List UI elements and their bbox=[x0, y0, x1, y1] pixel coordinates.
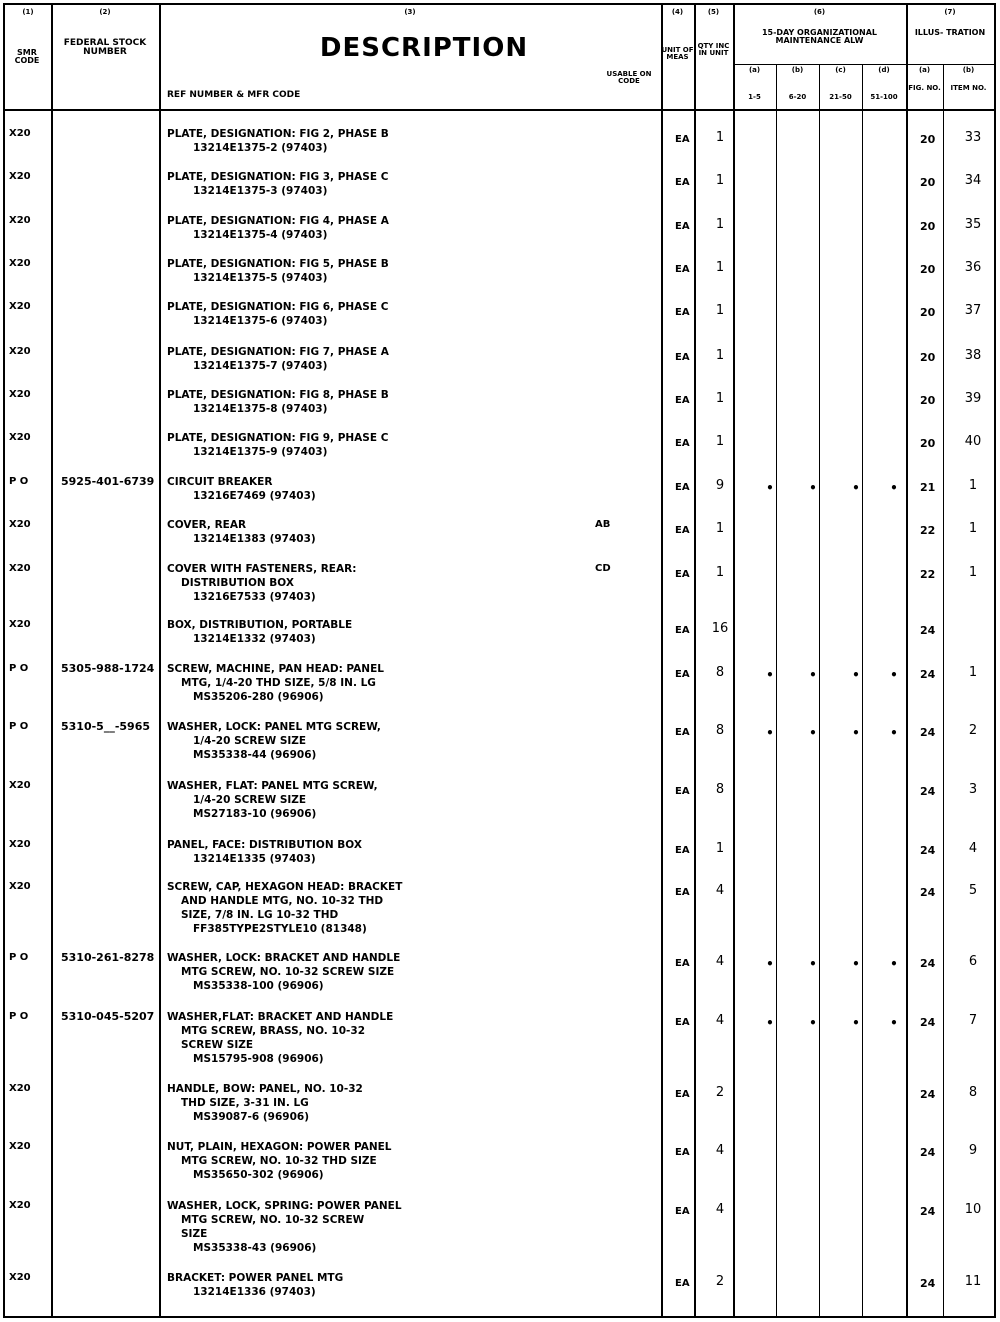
alw-col-b: (b) bbox=[791, 66, 804, 74]
figure-number: 20 bbox=[920, 437, 936, 450]
description-line: PLATE, DESIGNATION: FIG 9, PHASE C bbox=[167, 432, 389, 444]
smr-code: X20 bbox=[9, 128, 31, 139]
col6-number: (6) bbox=[813, 8, 826, 16]
part-description bbox=[167, 618, 352, 646]
col-rule bbox=[819, 65, 820, 1316]
allowance-mark: • bbox=[852, 726, 860, 740]
item-number: 37 bbox=[964, 303, 982, 318]
description-line: HANDLE, BOW: PANEL, NO. 10-32 bbox=[167, 1083, 363, 1095]
description-subline: SIZE bbox=[181, 1228, 208, 1240]
figure-number: 22 bbox=[920, 568, 936, 581]
description-subline: 13214E1375-6 (97403) bbox=[193, 315, 328, 327]
allowance-mark: • bbox=[766, 1016, 774, 1030]
description-line: PLATE, DESIGNATION: FIG 5, PHASE B bbox=[167, 258, 389, 270]
smr-code: X20 bbox=[9, 1272, 31, 1283]
figure-number: 20 bbox=[920, 306, 936, 319]
stock-number: 5925-401-6739 bbox=[61, 475, 155, 488]
stock-number: 5310-261-8278 bbox=[61, 951, 155, 964]
usable-on-code-header: USABLE ON CODE bbox=[606, 70, 652, 86]
description-line: PLATE, DESIGNATION: FIG 4, PHASE A bbox=[167, 215, 389, 227]
item-number: 1 bbox=[968, 665, 978, 680]
part-description bbox=[167, 214, 389, 242]
alw-col-a: (a) bbox=[748, 66, 761, 74]
parts-list-page bbox=[3, 3, 996, 1318]
quantity: 4 bbox=[715, 1202, 725, 1217]
description-subline: 13214E1375-2 (97403) bbox=[193, 142, 328, 154]
figure-number: 22 bbox=[920, 524, 936, 537]
allowance-mark: • bbox=[852, 668, 860, 682]
smr-code: X20 bbox=[9, 563, 31, 574]
description-line: PLATE, DESIGNATION: FIG 6, PHASE C bbox=[167, 301, 389, 313]
description-subline: MTG, 1/4-20 THD SIZE, 5/8 IN. LG bbox=[181, 677, 376, 689]
figure-number: 20 bbox=[920, 394, 936, 407]
ref-number-header: REF NUMBER & MFR CODE bbox=[167, 90, 301, 100]
description-subline: 13214E1375-5 (97403) bbox=[193, 272, 328, 284]
col7-number: (7) bbox=[944, 8, 956, 16]
unit-of-measure: EA bbox=[675, 625, 690, 636]
figure-number: 24 bbox=[920, 785, 936, 798]
quantity: 4 bbox=[715, 954, 725, 969]
quantity: 2 bbox=[715, 1085, 725, 1100]
stock-number: 5305-988-1724 bbox=[61, 662, 155, 675]
description-line: SCREW, MACHINE, PAN HEAD: PANEL bbox=[167, 663, 384, 675]
unit-of-measure: EA bbox=[675, 786, 690, 797]
item-number: 4 bbox=[968, 841, 978, 856]
quantity: 1 bbox=[715, 434, 725, 449]
col4-number: (4) bbox=[671, 8, 684, 16]
allowance-mark: • bbox=[766, 668, 774, 682]
item-number: 1 bbox=[968, 521, 978, 536]
unit-of-measure: EA bbox=[675, 569, 690, 580]
part-description bbox=[167, 562, 356, 604]
unit-of-measure: EA bbox=[675, 438, 690, 449]
unit-of-measure: EA bbox=[675, 887, 690, 898]
quantity: 8 bbox=[715, 723, 725, 738]
description-subline: THD SIZE, 3-31 IN. LG bbox=[181, 1097, 309, 1109]
fig-col-b: (b) bbox=[962, 66, 975, 74]
smr-code: X20 bbox=[9, 389, 31, 400]
unit-of-measure: EA bbox=[675, 482, 690, 493]
part-description bbox=[167, 880, 402, 936]
quantity: 4 bbox=[715, 1143, 725, 1158]
alw-range-b: 6-20 bbox=[788, 93, 807, 101]
unit-of-measure: EA bbox=[675, 1278, 690, 1289]
figure-number: 24 bbox=[920, 726, 936, 739]
allowance-mark: • bbox=[809, 668, 817, 682]
item-number: 2 bbox=[968, 723, 978, 738]
smr-code: X20 bbox=[9, 1141, 31, 1152]
unit-of-measure: EA bbox=[675, 395, 690, 406]
figure-number: 24 bbox=[920, 1016, 936, 1029]
description-subline: 13214E1375-8 (97403) bbox=[193, 403, 328, 415]
quantity: 1 bbox=[715, 217, 725, 232]
description-subline: FF385TYPE2STYLE10 (81348) bbox=[193, 923, 367, 935]
item-number: 34 bbox=[964, 173, 982, 188]
part-description bbox=[167, 1082, 363, 1124]
description-line: CIRCUIT BREAKER bbox=[167, 476, 273, 488]
smr-code: X20 bbox=[9, 780, 31, 791]
quantity: 16 bbox=[711, 621, 729, 636]
description-line: COVER WITH FASTENERS, REAR: bbox=[167, 563, 357, 575]
unit-of-measure: EA bbox=[675, 525, 690, 536]
description-line: WASHER, FLAT: PANEL MTG SCREW, bbox=[167, 780, 378, 792]
alw-range-a: 1-5 bbox=[748, 93, 761, 101]
col-rule bbox=[776, 65, 777, 1316]
usable-on-code: CD bbox=[595, 563, 611, 574]
part-description bbox=[167, 838, 362, 866]
usable-on-code: AB bbox=[595, 519, 611, 530]
unit-of-measure: EA bbox=[675, 727, 690, 738]
unit-of-measure: EA bbox=[675, 1206, 690, 1217]
allowance-mark: • bbox=[809, 1016, 817, 1030]
smr-code: X20 bbox=[9, 215, 31, 226]
description-subline: 13214E1332 (97403) bbox=[193, 633, 316, 645]
col-rule bbox=[862, 65, 863, 1316]
part-description bbox=[167, 257, 389, 285]
item-number: 6 bbox=[968, 954, 978, 969]
description-subline: MS15795-908 (96906) bbox=[193, 1053, 324, 1065]
allowance-mark: • bbox=[890, 957, 898, 971]
col-rule bbox=[661, 5, 663, 1316]
quantity: 1 bbox=[715, 173, 725, 188]
smr-code: P O bbox=[9, 476, 29, 487]
item-number: 1 bbox=[968, 565, 978, 580]
description-line: PLATE, DESIGNATION: FIG 7, PHASE A bbox=[167, 346, 389, 358]
allowance-mark: • bbox=[890, 481, 898, 495]
description-line: PLATE, DESIGNATION: FIG 8, PHASE B bbox=[167, 389, 389, 401]
subheader-rule bbox=[733, 64, 994, 65]
item-number: 10 bbox=[964, 1202, 982, 1217]
part-description bbox=[167, 662, 384, 704]
description-subline: MS27183-10 (96906) bbox=[193, 808, 317, 820]
description-line: BRACKET: POWER PANEL MTG bbox=[167, 1272, 344, 1284]
quantity: 1 bbox=[715, 521, 725, 536]
col-rule bbox=[159, 5, 161, 1316]
unit-of-measure: EA bbox=[675, 1089, 690, 1100]
smr-code: X20 bbox=[9, 519, 31, 530]
stock-number: 5310-045-5207 bbox=[61, 1010, 155, 1023]
quantity: 1 bbox=[715, 841, 725, 856]
quantity: 4 bbox=[715, 1013, 725, 1028]
description-line: PANEL, FACE: DISTRIBUTION BOX bbox=[167, 839, 362, 851]
unit-of-measure: EA bbox=[675, 1147, 690, 1158]
allowance-mark: • bbox=[890, 668, 898, 682]
description-subline: 13214E1375-7 (97403) bbox=[193, 360, 328, 372]
unit-of-measure: EA bbox=[675, 669, 690, 680]
item-number: 35 bbox=[964, 217, 982, 232]
figure-number: 20 bbox=[920, 133, 936, 146]
item-number: 11 bbox=[964, 1274, 982, 1289]
unit-of-measure: EA bbox=[675, 307, 690, 318]
quantity: 1 bbox=[715, 130, 725, 145]
alw-col-d: (d) bbox=[878, 66, 890, 74]
description-subline: 1/4-20 SCREW SIZE bbox=[193, 794, 307, 806]
smr-code: P O bbox=[9, 952, 29, 963]
alw-range-c: 21-50 bbox=[829, 93, 852, 101]
smr-code: X20 bbox=[9, 171, 31, 182]
quantity: 8 bbox=[715, 782, 725, 797]
description-subline: MTG SCREW, NO. 10-32 SCREW SIZE bbox=[181, 966, 395, 978]
unit-of-measure: EA bbox=[675, 264, 690, 275]
fsn-header: FEDERAL STOCK NUMBER bbox=[63, 38, 147, 58]
smr-code: P O bbox=[9, 1011, 29, 1022]
description-line: WASHER, LOCK: BRACKET AND HANDLE bbox=[167, 952, 401, 964]
col-rule bbox=[943, 65, 944, 1316]
description-subline: SIZE, 7/8 IN. LG 10-32 THD bbox=[181, 909, 339, 921]
description-subline: 13216E7469 (97403) bbox=[193, 490, 316, 502]
qty-header: QTY INC IN UNIT bbox=[697, 42, 730, 58]
description-subline: 13214E1375-4 (97403) bbox=[193, 229, 328, 241]
figure-number: 24 bbox=[920, 957, 936, 970]
figure-number: 24 bbox=[920, 886, 936, 899]
part-description bbox=[167, 779, 378, 821]
description-subline: MTG SCREW, BRASS, NO. 10-32 bbox=[181, 1025, 366, 1037]
col3-number: (3) bbox=[404, 8, 416, 16]
unit-of-measure: EA bbox=[675, 352, 690, 363]
item-number: 5 bbox=[968, 883, 978, 898]
figure-number: 24 bbox=[920, 1277, 936, 1290]
col2-number: (2) bbox=[99, 8, 111, 16]
part-description bbox=[167, 1010, 393, 1066]
figure-number: 24 bbox=[920, 1205, 936, 1218]
item-number: 39 bbox=[964, 391, 982, 406]
quantity: 9 bbox=[715, 478, 725, 493]
figure-number: 24 bbox=[920, 1088, 936, 1101]
smr-code: X20 bbox=[9, 346, 31, 357]
figure-number: 20 bbox=[920, 351, 936, 364]
item-number: 3 bbox=[968, 782, 978, 797]
unit-of-measure-header: UNIT OF MEAS bbox=[661, 46, 694, 62]
unit-of-measure: EA bbox=[675, 845, 690, 856]
smr-code: X20 bbox=[9, 1083, 31, 1094]
part-description bbox=[167, 127, 389, 155]
description-line: WASHER, LOCK: PANEL MTG SCREW, bbox=[167, 721, 381, 733]
item-no-header: ITEM NO. bbox=[950, 84, 987, 92]
quantity: 1 bbox=[715, 565, 725, 580]
item-number: 1 bbox=[968, 478, 978, 493]
figure-number: 20 bbox=[920, 263, 936, 276]
unit-of-measure: EA bbox=[675, 221, 690, 232]
description-line: WASHER, LOCK, SPRING: POWER PANEL bbox=[167, 1200, 402, 1212]
description-subline: 13214E1383 (97403) bbox=[193, 533, 316, 545]
smr-code: X20 bbox=[9, 1200, 31, 1211]
item-number: 38 bbox=[964, 348, 982, 363]
quantity: 1 bbox=[715, 303, 725, 318]
description-line: SCREW, CAP, HEXAGON HEAD: BRACKET bbox=[167, 881, 403, 893]
item-number: 33 bbox=[964, 130, 982, 145]
item-number: 7 bbox=[968, 1013, 978, 1028]
allowance-mark: • bbox=[766, 481, 774, 495]
smr-code: X20 bbox=[9, 839, 31, 850]
smr-code: X20 bbox=[9, 301, 31, 312]
col5-number: (5) bbox=[707, 8, 720, 16]
col-rule bbox=[733, 5, 735, 1316]
quantity: 2 bbox=[715, 1274, 725, 1289]
allowance-mark: • bbox=[852, 1016, 860, 1030]
unit-of-measure: EA bbox=[675, 134, 690, 145]
quantity: 4 bbox=[715, 883, 725, 898]
unit-of-measure: EA bbox=[675, 177, 690, 188]
description-subline: AND HANDLE MTG, NO. 10-32 THD bbox=[181, 895, 384, 907]
col1-number: (1) bbox=[22, 8, 34, 16]
description-subline: 13214E1375-3 (97403) bbox=[193, 185, 328, 197]
part-description bbox=[167, 1140, 391, 1182]
allowance-mark: • bbox=[890, 1016, 898, 1030]
description-subline: MS39087-6 (96906) bbox=[193, 1111, 309, 1123]
smr-code: P O bbox=[9, 663, 29, 674]
description-title: DESCRIPTION bbox=[319, 33, 529, 63]
description-subline: MTG SCREW, NO. 10-32 THD SIZE bbox=[181, 1155, 377, 1167]
description-subline: 13214E1375-9 (97403) bbox=[193, 446, 328, 458]
part-description bbox=[167, 475, 316, 503]
smr-code-header: SMR CODE bbox=[14, 48, 40, 66]
item-number: 40 bbox=[964, 434, 982, 449]
description-subline: MS35650-302 (96906) bbox=[193, 1169, 324, 1181]
allowance-mark: • bbox=[890, 726, 898, 740]
smr-code: X20 bbox=[9, 881, 31, 892]
unit-of-measure: EA bbox=[675, 1017, 690, 1028]
description-line: PLATE, DESIGNATION: FIG 2, PHASE B bbox=[167, 128, 389, 140]
description-subline: MS35338-44 (96906) bbox=[193, 749, 317, 761]
part-description bbox=[167, 345, 389, 373]
description-subline: 1/4-20 SCREW SIZE bbox=[193, 735, 307, 747]
smr-code: P O bbox=[9, 721, 29, 732]
description-subline: MS35338-43 (96906) bbox=[193, 1242, 317, 1254]
figure-number: 21 bbox=[920, 481, 936, 494]
allowance-mark: • bbox=[809, 726, 817, 740]
item-number: 9 bbox=[968, 1143, 978, 1158]
figure-number: 24 bbox=[920, 1146, 936, 1159]
maintenance-allowance-header: 15-DAY ORGANIZATIONAL MAINTENANCE ALW bbox=[761, 28, 878, 46]
figure-number: 24 bbox=[920, 668, 936, 681]
quantity: 1 bbox=[715, 260, 725, 275]
part-description bbox=[167, 1271, 343, 1299]
header-rule bbox=[5, 109, 994, 111]
fig-no-header: FIG. NO. bbox=[908, 84, 941, 92]
quantity: 1 bbox=[715, 391, 725, 406]
allowance-mark: • bbox=[852, 957, 860, 971]
description-subline: DISTRIBUTION BOX bbox=[181, 577, 294, 589]
smr-code: X20 bbox=[9, 258, 31, 269]
part-description bbox=[167, 388, 389, 416]
figure-number: 20 bbox=[920, 176, 936, 189]
quantity: 8 bbox=[715, 665, 725, 680]
description-subline: MTG SCREW, NO. 10-32 SCREW bbox=[181, 1214, 365, 1226]
smr-code: X20 bbox=[9, 619, 31, 630]
description-subline: MS35338-100 (96906) bbox=[193, 980, 324, 992]
figure-number: 24 bbox=[920, 624, 936, 637]
part-description bbox=[167, 431, 388, 459]
description-subline: 13214E1335 (97403) bbox=[193, 853, 316, 865]
description-line: BOX, DISTRIBUTION, PORTABLE bbox=[167, 619, 353, 631]
description-subline: SCREW SIZE bbox=[181, 1039, 254, 1051]
allowance-mark: • bbox=[766, 726, 774, 740]
fig-col-a: (a) bbox=[918, 66, 931, 74]
allowance-mark: • bbox=[852, 481, 860, 495]
part-description bbox=[167, 170, 388, 198]
description-line: NUT, PLAIN, HEXAGON: POWER PANEL bbox=[167, 1141, 392, 1153]
alw-col-c: (c) bbox=[835, 66, 846, 74]
figure-number: 24 bbox=[920, 844, 936, 857]
description-line: COVER, REAR bbox=[167, 519, 247, 531]
col-rule bbox=[51, 5, 53, 1316]
smr-code: X20 bbox=[9, 432, 31, 443]
description-subline: 13214E1336 (97403) bbox=[193, 1286, 316, 1298]
col-rule bbox=[906, 5, 908, 1316]
part-description bbox=[167, 1199, 402, 1255]
description-subline: 13216E7533 (97403) bbox=[193, 591, 316, 603]
description-line: PLATE, DESIGNATION: FIG 3, PHASE C bbox=[167, 171, 389, 183]
item-number: 8 bbox=[968, 1085, 978, 1100]
stock-number: 5310-5__-5965 bbox=[61, 720, 151, 733]
allowance-mark: • bbox=[766, 957, 774, 971]
allowance-mark: • bbox=[809, 957, 817, 971]
part-description bbox=[167, 720, 381, 762]
col-rule bbox=[694, 5, 696, 1316]
illustration-header: ILLUS- TRATION bbox=[914, 28, 986, 37]
unit-of-measure: EA bbox=[675, 958, 690, 969]
allowance-mark: • bbox=[809, 481, 817, 495]
item-number: 36 bbox=[964, 260, 982, 275]
part-description bbox=[167, 300, 388, 328]
description-line: WASHER,FLAT: BRACKET AND HANDLE bbox=[167, 1011, 394, 1023]
part-description bbox=[167, 518, 316, 546]
quantity: 1 bbox=[715, 348, 725, 363]
part-description bbox=[167, 951, 400, 993]
figure-number: 20 bbox=[920, 220, 936, 233]
description-subline: MS35206-280 (96906) bbox=[193, 691, 324, 703]
alw-range-d: 51-100 bbox=[870, 93, 898, 101]
